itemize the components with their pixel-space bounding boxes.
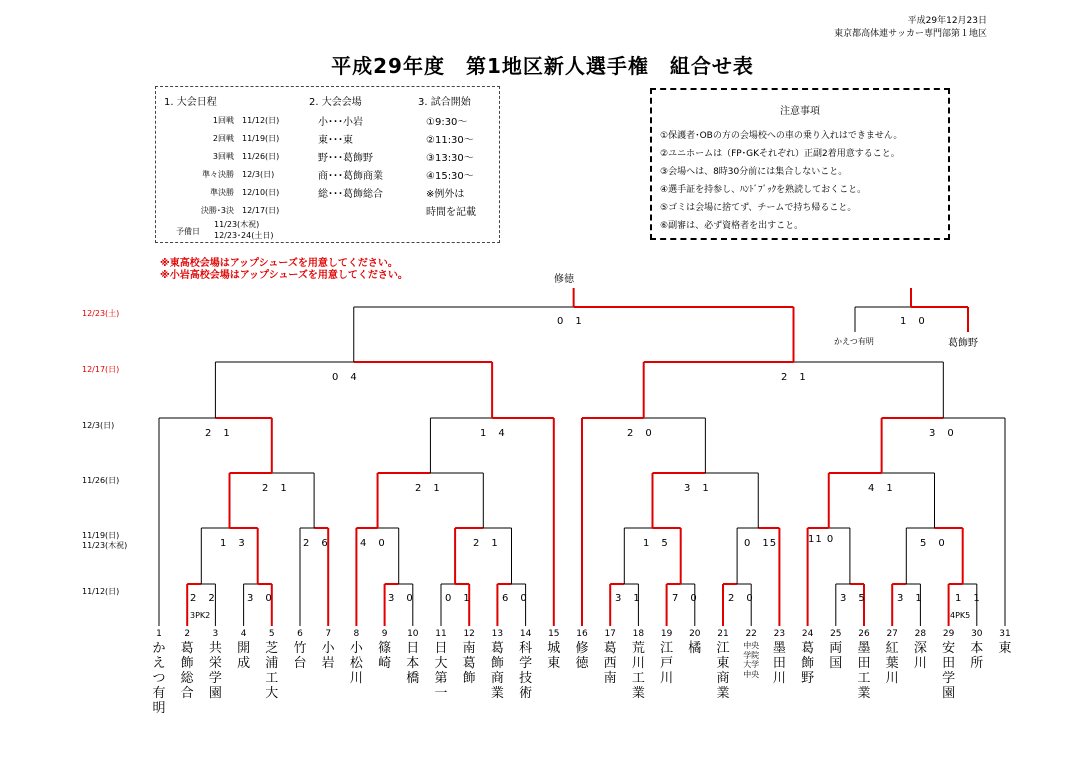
score-r1: 3 5 <box>840 593 866 604</box>
note-item: ⑥副審は、必ず資格者を出すこと。 <box>660 221 804 231</box>
team-number: 28 <box>914 629 927 639</box>
team-name: 日本橋 <box>406 641 420 686</box>
team-name: かえつ有明 <box>152 641 166 716</box>
score-r3: 4 1 <box>868 483 894 494</box>
score-qf: 2 1 <box>205 428 231 439</box>
team-number: 21 <box>717 629 729 639</box>
score-qf: 1 4 <box>480 428 506 439</box>
team-name: 日大第一 <box>434 641 448 701</box>
team-name: 葛飾商業 <box>490 641 504 701</box>
score-r2: 11 0 <box>808 534 835 545</box>
team-name: 本所 <box>970 641 984 671</box>
team-number: 11 <box>435 629 447 639</box>
schedule-date: 12/3(日) <box>242 170 275 179</box>
start-time-note: ※例外は <box>426 189 465 200</box>
team-number: 25 <box>830 629 842 639</box>
team-number: 4 <box>240 629 247 639</box>
score-third-place: 1 0 <box>900 316 926 327</box>
team-number: 6 <box>297 629 303 639</box>
team-number: 7 <box>325 629 332 639</box>
team-name: 墨田工業 <box>857 641 871 701</box>
round-date: 12/23(土) <box>82 309 120 318</box>
team-number: 13 <box>491 629 504 639</box>
round-date: 11/26(日) <box>82 476 120 485</box>
note-item: ①保護者･OBの方の会場校への車の乗り入れはできません。 <box>660 131 903 141</box>
third-place-right: 葛飾野 <box>948 338 978 349</box>
team-name: 江戸川 <box>660 641 674 686</box>
score-r2: 0 15 <box>744 538 778 549</box>
page-title: 平成29年度 第1地区新人選手権 組合せ表 <box>331 54 754 78</box>
team-name: 安田学園 <box>942 641 956 701</box>
team-name: 両国 <box>829 641 843 671</box>
team-number: 26 <box>858 629 870 639</box>
score-r3: 3 1 <box>684 483 710 494</box>
score-r2: 2 6 <box>303 538 329 549</box>
team-name: 芝浦工大 <box>265 641 279 701</box>
team-name: 紅葉川 <box>885 641 899 686</box>
venue: 小･･･小岩 <box>318 117 363 128</box>
third-place-left: かえつ有明 <box>834 337 874 346</box>
warning: ※東高校会場はアップシューズを用意してください。 <box>160 258 398 269</box>
team-name: 開成 <box>237 641 251 671</box>
champion-name: 修徳 <box>554 274 574 285</box>
pk-score: 4PK5 <box>950 611 971 620</box>
schedule-date: 11/19(日) <box>242 134 280 143</box>
schedule-label: 1回戦 <box>212 116 234 125</box>
start-time-heading: 3. 試合開始 <box>418 97 471 108</box>
venue-heading: 2. 大会会場 <box>309 97 362 108</box>
score-r2: 4 0 <box>360 538 386 549</box>
notes-title: 注意事項 <box>780 106 820 117</box>
note-item: ②ユニホームは（FP･GKそれぞれ）正副2着用意すること。 <box>660 149 900 159</box>
score-r2: 2 1 <box>473 538 499 549</box>
venue: 野･･･葛飾野 <box>318 153 373 164</box>
round-date: 11/23(木祝) <box>82 541 128 550</box>
team-number: 20 <box>689 629 701 639</box>
schedule-label: 準々決勝 <box>202 170 234 179</box>
score-r1: 3 1 <box>615 593 641 604</box>
team-name: 修徳 <box>575 641 589 671</box>
team-name: 東 <box>998 641 1012 656</box>
schedule-heading: 1. 大会日程 <box>164 97 217 108</box>
team-name: 葛飾野 <box>801 641 815 686</box>
schedule-label: 決勝･3決 <box>200 206 234 215</box>
score-r1: 2 0 <box>728 593 754 604</box>
round-date: 12/17(日) <box>82 365 120 374</box>
document-date: 平成29年12月23日 <box>907 16 987 26</box>
team-number: 31 <box>999 629 1011 639</box>
team-name: 共栄学園 <box>208 641 222 701</box>
team-name: 城東 <box>547 641 561 671</box>
schedule-label: 3回戦 <box>212 152 234 161</box>
venue: 商･･･葛飾商業 <box>318 171 383 182</box>
score-r1: 0 1 <box>445 593 471 604</box>
team-name: 葛飾総合 <box>180 641 194 701</box>
score-r1: 3 1 <box>897 593 923 604</box>
score-r1: 1 1 <box>955 593 981 604</box>
score-r1: 3 0 <box>388 593 414 604</box>
score-sf-left: 0 4 <box>332 372 358 383</box>
score-r1: 7 0 <box>672 593 698 604</box>
team-number: 15 <box>548 629 560 639</box>
score-r3: 2 1 <box>262 483 288 494</box>
score-final: 0 1 <box>557 316 583 327</box>
team-number: 22 <box>745 629 757 639</box>
round-date: 11/12(日) <box>82 587 120 596</box>
note-item: ③会場へは、8時30分前には集合しないこと。 <box>660 167 848 177</box>
team-name: 墨田川 <box>772 641 786 686</box>
team-number: 23 <box>773 629 786 639</box>
score-r1: 3 0 <box>247 593 273 604</box>
round-date: 11/19(日) <box>82 531 120 540</box>
team-number: 14 <box>519 629 532 639</box>
team-number: 29 <box>942 629 955 639</box>
team-name: 江東商業 <box>716 641 730 701</box>
schedule-label: 準決勝 <box>210 188 234 197</box>
reserve-date: 11/23(木祝) <box>214 220 260 229</box>
team-name: 小松川 <box>349 641 363 686</box>
team-number: 16 <box>576 629 588 639</box>
team-number: 19 <box>660 629 673 639</box>
start-time: ②11:30～ <box>426 135 474 146</box>
pk-score: 3PK2 <box>190 611 211 620</box>
venue: 総･･･葛飾総合 <box>318 189 383 200</box>
score-r2: 1 3 <box>220 538 246 549</box>
team-number: 3 <box>212 629 219 639</box>
team-number: 5 <box>268 629 275 639</box>
team-name: 篠崎 <box>378 641 392 671</box>
team-name: 中央学院大学中央 <box>743 641 760 679</box>
team-number: 2 <box>184 629 191 639</box>
organization: 東京都高体連サッカー専門部第１地区 <box>834 29 987 39</box>
score-r1: 6 0 <box>502 593 528 604</box>
team-number: 8 <box>353 629 360 639</box>
warning: ※小岩高校会場はアップシューズを用意してください。 <box>160 270 408 281</box>
team-number: 10 <box>407 629 419 639</box>
schedule-date: 12/17(日) <box>242 206 280 215</box>
reserve-date: 12/23･24(土日) <box>214 231 274 240</box>
team-name: 竹台 <box>293 641 307 671</box>
team-name: 荒川工業 <box>631 641 645 701</box>
schedule-label: 2回戦 <box>212 134 234 143</box>
team-name: 科学技術 <box>519 641 533 701</box>
reserve-label: 予備日 <box>176 227 200 236</box>
team-number: 18 <box>632 629 645 639</box>
score-r3: 2 1 <box>415 483 441 494</box>
venue: 東･･･東 <box>318 135 353 146</box>
team-number: 30 <box>971 629 983 639</box>
start-time: ④15:30～ <box>426 171 474 182</box>
start-time: ③13:30～ <box>426 153 474 164</box>
team-number: 1 <box>156 629 162 639</box>
round-date: 12/3(日) <box>82 421 115 430</box>
start-time-note: 時間を記載 <box>426 207 476 218</box>
note-item: ④選手証を持参し、ﾊﾝﾄﾞﾌﾞｯｸを熟読しておくこと。 <box>660 185 867 195</box>
team-name: 小岩 <box>321 641 335 671</box>
team-name: 葛西南 <box>603 641 617 686</box>
score-sf-right: 2 1 <box>781 372 807 383</box>
schedule-date: 11/26(日) <box>242 152 280 161</box>
team-name: 深川 <box>913 641 927 671</box>
note-item: ⑤ゴミは会場に捨てず、チームで持ち帰ること。 <box>660 203 857 213</box>
score-qf: 2 0 <box>627 428 653 439</box>
team-name: 橘 <box>688 641 702 656</box>
score-r2: 1 5 <box>643 538 669 549</box>
score-r2: 5 0 <box>920 538 946 549</box>
team-number: 27 <box>886 629 898 639</box>
team-number: 9 <box>381 629 388 639</box>
team-number: 17 <box>604 629 616 639</box>
score-r1: 2 2 <box>190 593 216 604</box>
team-number: 24 <box>801 629 814 639</box>
team-number: 12 <box>463 629 475 639</box>
start-time: ①9:30～ <box>426 117 468 128</box>
schedule-date: 12/10(日) <box>242 188 280 197</box>
schedule-date: 11/12(日) <box>242 116 280 125</box>
score-qf: 3 0 <box>929 428 955 439</box>
team-name: 南葛飾 <box>462 641 476 686</box>
